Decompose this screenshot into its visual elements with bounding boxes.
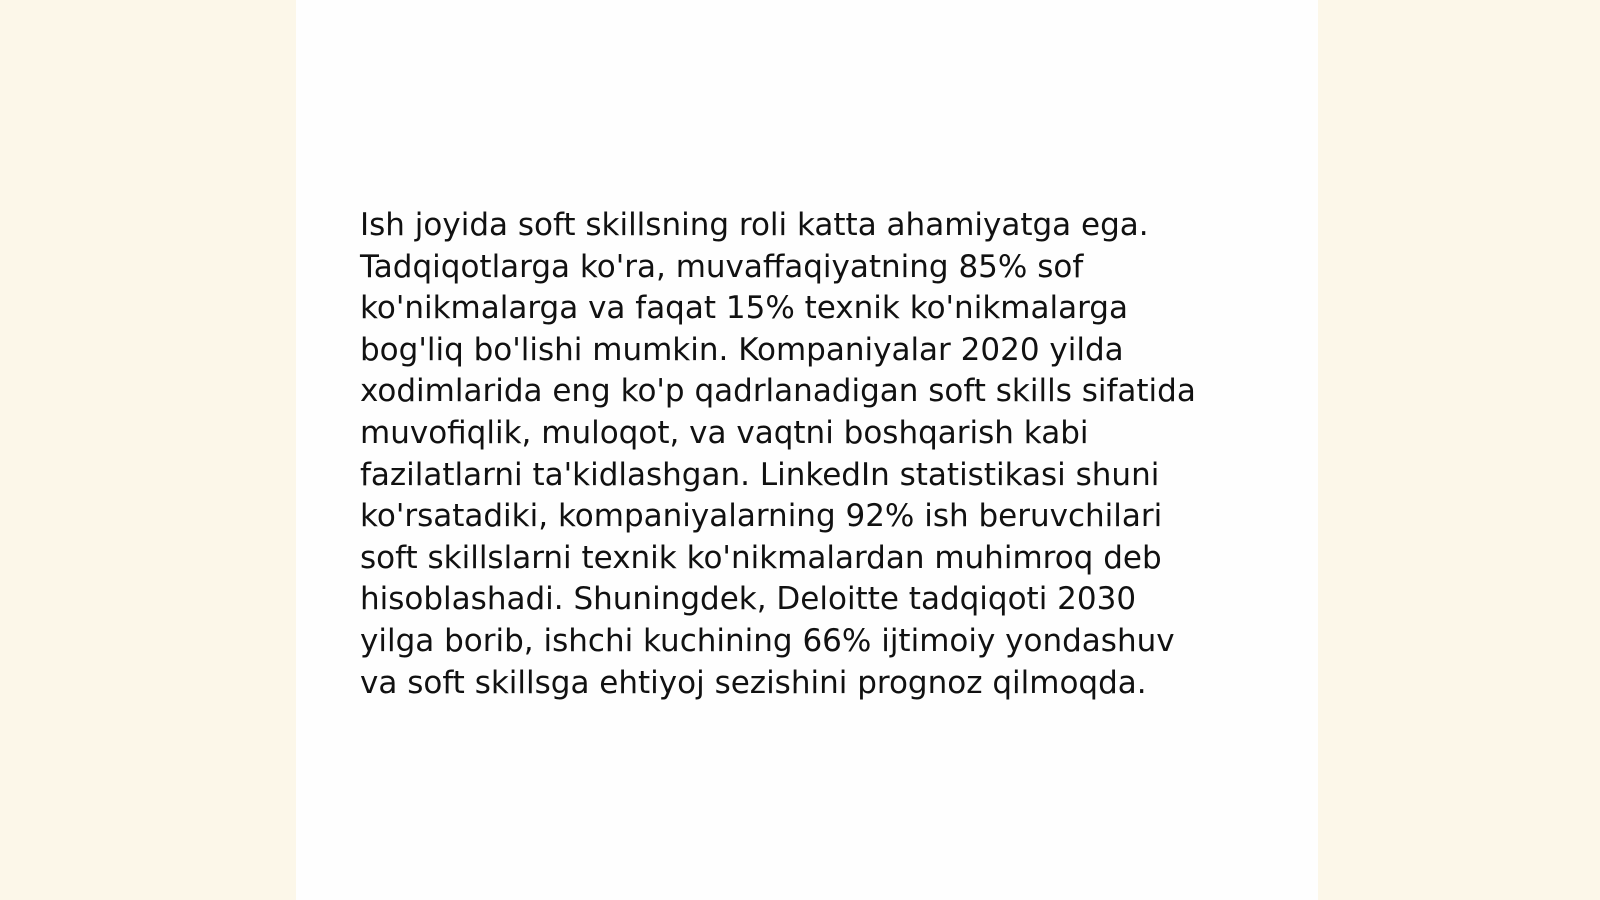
- paragraph-line: fazilatlarni ta'kidlashgan. LinkedIn statistikasi shuni: [360, 456, 1160, 493]
- paragraph-line: bog'liq bo'lishi mumkin. Kompaniyalar 2020 yilda: [360, 331, 1124, 368]
- body-paragraph: [360, 205, 1260, 704]
- paragraph-line: Tadqiqotlarga ko'ra, muvaffaqiyatning 85% sof: [360, 248, 1084, 285]
- paragraph-line: va soft skillsga ehtiyoj sezishini prognoz qilmoqda.: [360, 664, 1147, 701]
- paragraph-line: ko'rsatadiki, kompaniyalarning 92% ish beruvchilari: [360, 498, 1163, 535]
- paragraph-line: muvofiqlik, muloqot, va vaqtni boshqarish kabi: [360, 414, 1089, 451]
- paragraph-line: Ish joyida soft skillsning roli katta ahamiyatga ega.: [360, 207, 1149, 243]
- paragraph-line: xodimlarida eng ko'p qadrlanadigan soft skills sifatida: [360, 373, 1196, 410]
- paragraph-line: yilga borib, ishchi kuchining 66% ijtimoiy yondashuv: [360, 622, 1175, 659]
- paragraph-line: soft skillslarni texnik ko'nikmalardan muhimroq deb: [360, 539, 1162, 576]
- paragraph-line: ko'nikmalarga va faqat 15% texnik ko'nikmalarga: [360, 290, 1128, 327]
- document-page: [296, 0, 1318, 900]
- paragraph-line: hisoblashadi. Shuningdek, Deloitte tadqiqoti 2030: [360, 581, 1137, 618]
